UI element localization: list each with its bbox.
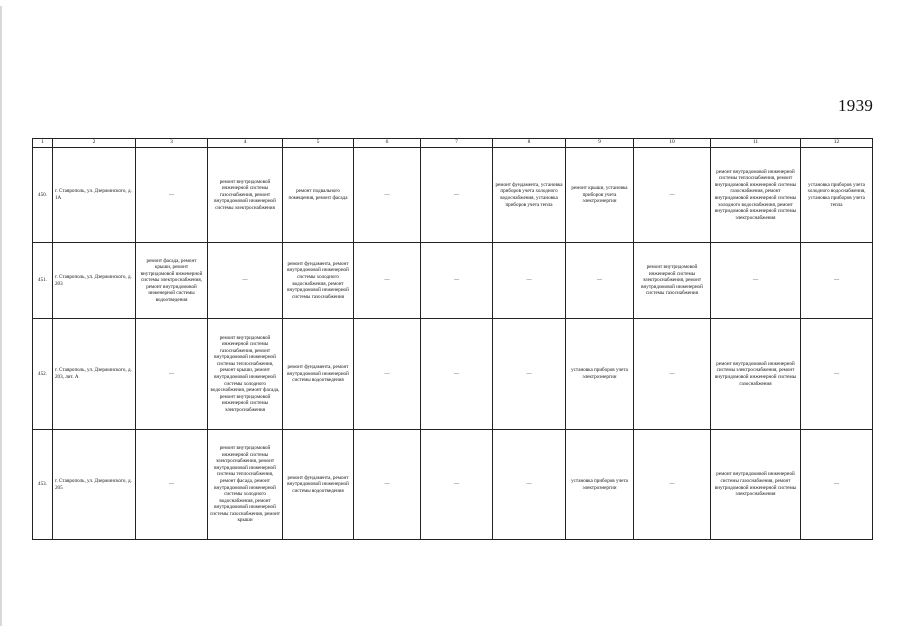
table-cell: установка приборов учета электроэнергии [566, 430, 634, 540]
table-cell: ремонт фундамента, ремонт внутридомовой инженерной системы водоотведения [283, 430, 354, 540]
table-row [33, 148, 873, 243]
table-cell: — [354, 430, 421, 540]
row-number: 451. [33, 243, 53, 319]
row-address: г. Ставрополь, ул. Дзержинского, д. 203 [53, 243, 136, 319]
table-cell: ремонт внутридомовой инженерной системы электроснабжения, ремонт внутридомовой инженерной системы газоснабжения [634, 243, 711, 319]
table-cell: — [354, 243, 421, 319]
column-number-row [33, 139, 873, 148]
table-cell: — [136, 430, 208, 540]
table-cell: — [493, 430, 566, 540]
table-row [33, 430, 873, 540]
table-cell: — [566, 243, 634, 319]
table-cell: — [421, 243, 493, 319]
table-cell: — [208, 243, 283, 319]
table-cell: ремонт внутридомовой инженерной системы электроснабжения, ремонт внутридомовой инженерной системы газоснабжения [711, 319, 801, 430]
table-cell: — [493, 243, 566, 319]
table-row [33, 243, 873, 319]
column-header: 11 [711, 139, 801, 148]
column-header: 3 [136, 139, 208, 148]
column-header: 7 [421, 139, 493, 148]
table-cell: — [421, 319, 493, 430]
table-cell: ремонт фасада, ремонт крыши, ремонт внутридомовой инженерной системы электроснабжения, ремонт внутридомовой инженерной системы водоотведения [136, 243, 208, 319]
table-cell: ремонт внутридомовой инженерной системы электроснабжения, ремонт внутридомовой инженерной системы теплоснабжения, ремонт фасада, ремонт внутридомовой инженерной системы холодного водоснабжения, ремонт внутридомовой инженерной системы газоснабжения, ремонт крыши [208, 430, 283, 540]
column-header: 8 [493, 139, 566, 148]
table-cell: ремонт крыши, установка приборов учета электроэнергии [566, 148, 634, 243]
table-cell: — [136, 148, 208, 243]
table-cell: — [711, 243, 801, 319]
column-header: 6 [354, 139, 421, 148]
table-cell: — [801, 319, 873, 430]
row-address: г. Ставрополь, ул. Дзержинского, д. 205 [53, 430, 136, 540]
table-cell: установка приборов учета холодного водоснабжения, установка приборов учета тепла [801, 148, 873, 243]
table-cell: — [801, 243, 873, 319]
table-cell: — [354, 319, 421, 430]
column-header: 12 [801, 139, 873, 148]
scan-edge-line [0, 6, 2, 626]
table-cell: ремонт фундамента, ремонт внутридомовой инженерной системы водоотведения [283, 319, 354, 430]
table-cell: — [634, 319, 711, 430]
table-cell: ремонт внутридомовой инженерной системы газоснабжения, ремонт внутридомовой инженерной системы электроснабжения [711, 430, 801, 540]
column-header: 10 [634, 139, 711, 148]
table-cell: — [136, 319, 208, 430]
column-header: 9 [566, 139, 634, 148]
table-cell: — [421, 148, 493, 243]
column-header: 4 [208, 139, 283, 148]
table-cell: — [421, 430, 493, 540]
table-cell: ремонт фундамента, установка приборов учета холодного водоснабжения, установка приборов учета тепла [493, 148, 566, 243]
table-cell: — [354, 148, 421, 243]
column-header: 2 [53, 139, 136, 148]
table-cell: ремонт фундамента, ремонт внутридомовой инженерной системы холодного водоснабжения, ремонт внутридомовой инженерной системы газоснабжения [283, 243, 354, 319]
row-number: 452. [33, 319, 53, 430]
row-address: г. Ставрополь, ул. Дзержинского, д. 203, лит. А [53, 319, 136, 430]
table-cell: — [634, 430, 711, 540]
table-cell: ремонт внутридомовой инженерной системы газоснабжения, ремонт внутридомовой инженерной системы теплоснабжения, ремонт крыши, ремонт внутридомовой инженерной системы холодного водоснабжения, ремонт фасада, ремонт внутридомовой инженерной системы электроснабжения [208, 319, 283, 430]
row-address: г. Ставрополь, ул. Дзержинского, д. 1А [53, 148, 136, 243]
repair-register-table [32, 138, 873, 540]
row-number: 450. [33, 148, 53, 243]
table-row [33, 319, 873, 430]
column-header: 1 [33, 139, 53, 148]
page-number: 1939 [838, 96, 874, 115]
table-cell: ремонт внутридомовой инженерной системы теплоснабжения, ремонт внутридомовой инженерной системы газоснабжения, ремонт внутридомовой инженерной системы холодного водоснабжения, ремонт внутридомовой инженерной системы электроснабжения [711, 148, 801, 243]
table-cell: — [634, 148, 711, 243]
table-cell: ремонт внутридомовой инженерной системы газоснабжения, ремонт внутридомовой инженерной системы электроснабжения [208, 148, 283, 243]
table-cell: — [801, 430, 873, 540]
table-cell: ремонт подвального помещения, ремонт фасада [283, 148, 354, 243]
table-cell: — [493, 319, 566, 430]
table-cell: установка приборов учета электроэнергии [566, 319, 634, 430]
row-number: 453. [33, 430, 53, 540]
column-header: 5 [283, 139, 354, 148]
